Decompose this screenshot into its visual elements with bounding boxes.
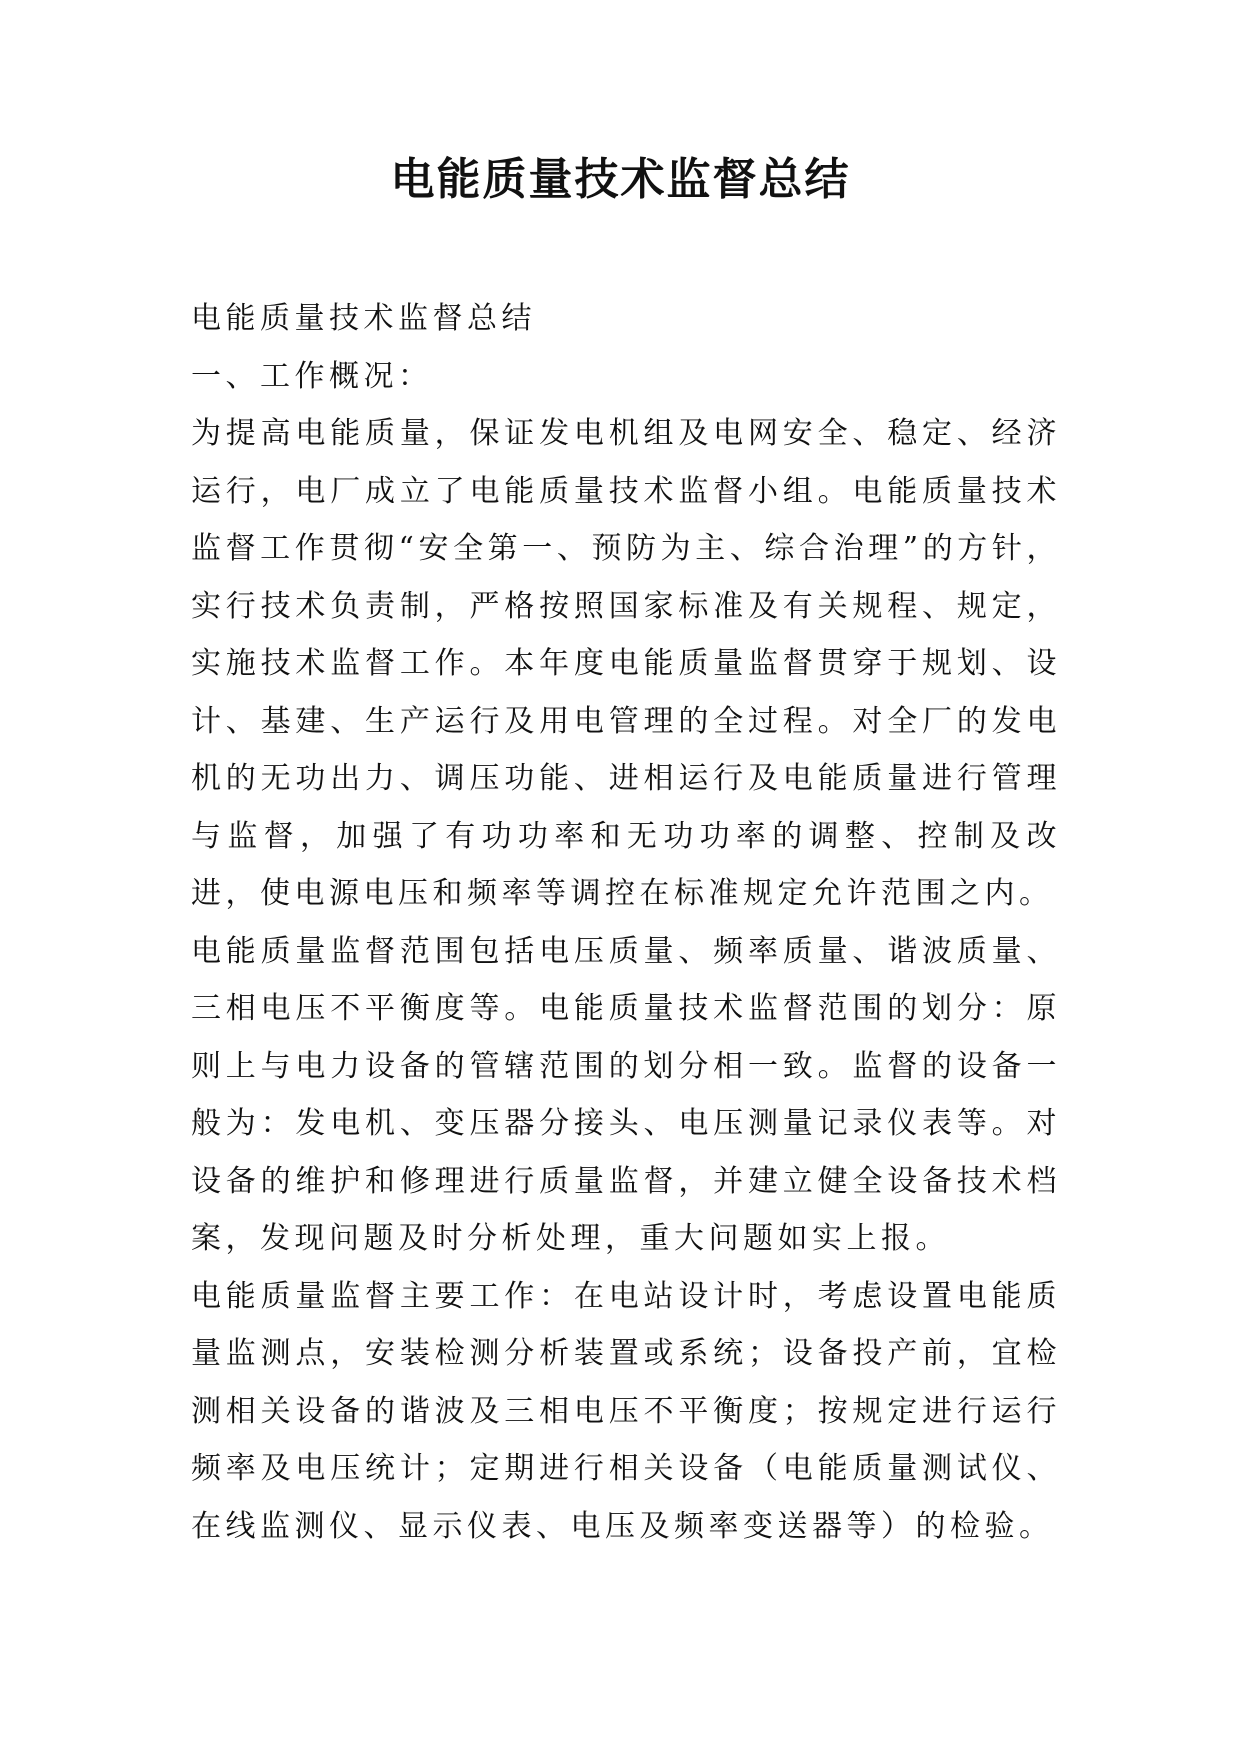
paragraph-main-work: 电能质量监督主要工作：在电站设计时，考虑设置电能质量监测点，安装检测分析装置或系统；设备投产前，宜检测相关设备的谐波及三相电压不平衡度；按规定进行运行频率及电压统计；定期进行相关设备（电能质量测试仪、在线监测仪、显示仪表、电压及频率变送器等）的检验。	[191, 1278, 1061, 1544]
paragraph-overview: 为提高电能质量，保证发电机组及电网安全、稳定、经济运行，电厂成立了电能质量技术监督小组。电能质量技术监督工作贯彻“安全第一、预防为主、综合治理”的方针，实行技术负责制，严格按照国家标准及有关规程、规定，实施技术监督工作。本年度电能质量监督贯穿于规划、设计、基建、生产运行及用电管理的全过程。对全厂的发电机的无功出力、调压功能、进相运行及电能质量进行管理与监督，加强了有功功率和无功功率的调整、控制及改进，使电源电压和频率等调控在标准规定允许范围之内。	[191, 416, 1061, 911]
paragraph-section-heading: 一、工作概况：	[191, 358, 433, 394]
paragraph-subtitle: 电能质量技术监督总结	[191, 301, 536, 336]
document-body	[191, 290, 1061, 1555]
paragraph-scope: 电能质量监督范围包括电压质量、频率质量、谐波质量、三相电压不平衡度等。电能质量技术监督范围的划分：原则上与电力设备的管辖范围的划分相一致。监督的设备一般为：发电机、变压器分接头、电压测量记录仪表等。对设备的维护和修理进行质量监督，并建立健全设备技术档案，发现问题及时分析处理，重大问题如实上报。	[191, 933, 1061, 1256]
document-title: 电能质量技术监督总结	[390, 154, 851, 205]
